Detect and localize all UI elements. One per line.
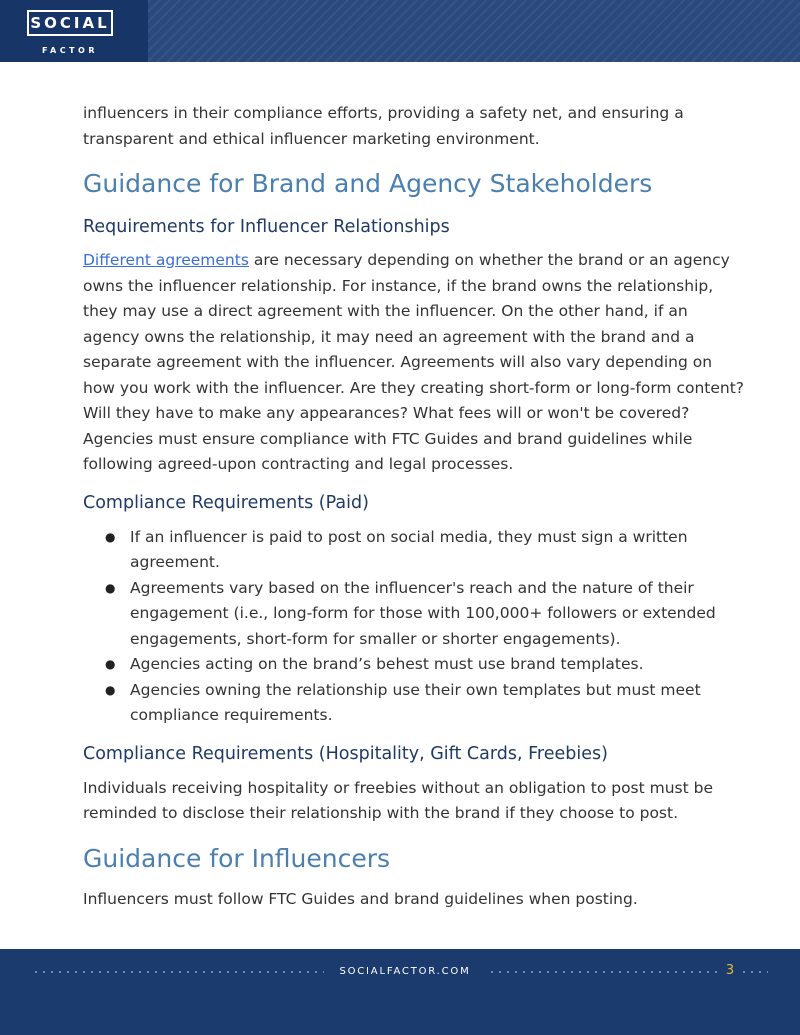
bullet-icon: ●	[105, 682, 116, 697]
footer-dots-middle	[488, 964, 720, 980]
page-content	[83, 101, 748, 912]
intro-paragraph: influencers in their compliance efforts, providing a safety net, and ensuring a transparent and ethical influencer marketing environment.	[83, 104, 684, 148]
page-number: 3	[725, 963, 735, 978]
footer-dots-right	[740, 964, 768, 980]
subheading-compliance-hospitality: Compliance Requirements (Hospitality, Gift Cards, Freebies)	[83, 743, 608, 764]
footer-dots-left	[32, 964, 324, 980]
paragraph-hospitality: Individuals receiving hospitality or freebies without an obligation to post must be reminded to disclose their relationship with the brand if they choose to post.	[83, 778, 714, 822]
different-agreements-link[interactable]: Different agreements	[83, 251, 249, 269]
paragraph-influencers: Influencers must follow FTC Guides and brand guidelines when posting.	[83, 889, 638, 908]
compliance-paid-list	[83, 525, 748, 729]
subheading-influencer-relationships: Requirements for Influencer Relationships	[83, 217, 450, 237]
list-item: ● Agreements vary based on the influencer's reach and the nature of their engagement (i.e., long-form for those with 100,000+ followers or extended engagements, short-form for smaller or shorter engagements).	[83, 576, 748, 653]
bullet-icon: ●	[105, 580, 116, 595]
section-heading-brand-agency: Guidance for Brand and Agency Stakeholders	[83, 169, 653, 198]
relationships-body: are necessary depending on whether the brand or an agency owns the influencer relationship. For instance, if the brand owns the relationship, they may use a direct agreement with the influencer. On the other hand, if an agency owns the relationship, it may need an agreement with the brand and a separate agreement with the influencer. Agreements will also vary depending on how you work with the influencer. Are they creating short-form or long-form content? Will they have to make any appearances? What fees will or won't be covered? Agencies must ensure compliance with FTC Guides and brand guidelines while following agreed-upon contracting and legal processes.	[83, 251, 745, 473]
logo-block	[0, 0, 148, 62]
paragraph-relationships	[83, 248, 748, 478]
logo-bottom-text: FACTOR	[41, 46, 99, 55]
list-item: ● Agencies acting on the brand’s behest must use brand templates.	[83, 652, 748, 678]
section-heading-influencers: Guidance for Influencers	[83, 843, 391, 873]
footer-site-link[interactable]: SOCIALFACTOR.COM	[339, 966, 471, 977]
page-header	[0, 0, 800, 62]
list-item: ● If an influencer is paid to post on social media, they must sign a written agreement.	[83, 525, 748, 576]
bullet-icon: ●	[105, 529, 116, 544]
page-footer	[0, 949, 800, 1035]
logo-top-text: SOCIAL	[27, 10, 113, 36]
bullet-icon: ●	[105, 657, 116, 671]
subheading-compliance-paid: Compliance Requirements (Paid)	[83, 492, 369, 513]
list-item: ● Agencies owning the relationship use their own templates but must meet compliance requirements.	[83, 678, 748, 729]
